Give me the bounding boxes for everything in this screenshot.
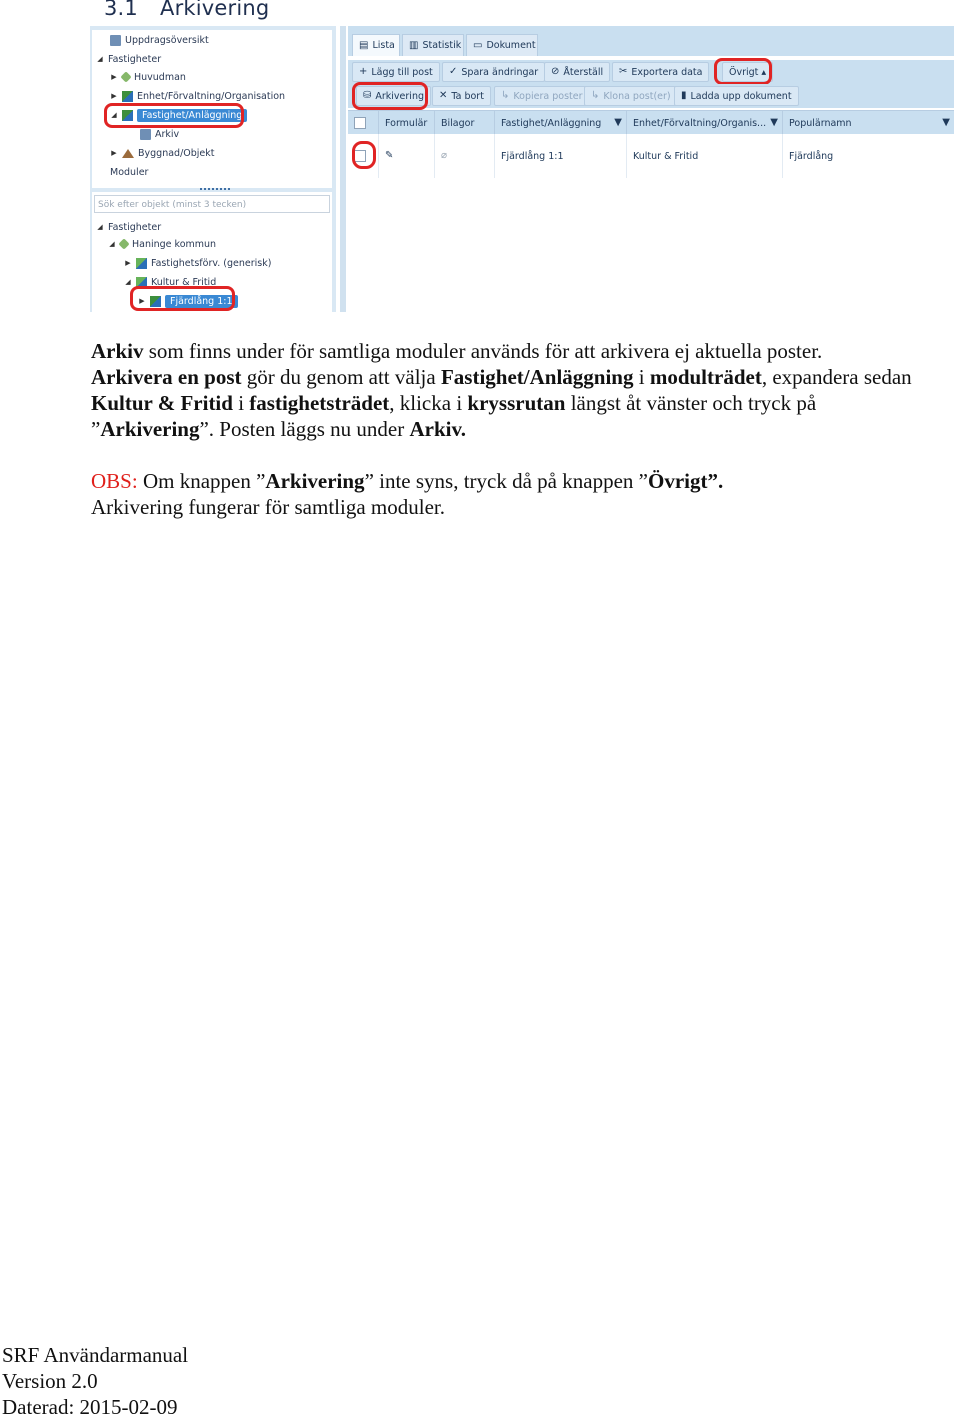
- export-data-button[interactable]: [612, 62, 709, 82]
- tree-item-moduler[interactable]: [110, 163, 148, 181]
- text-bold: modulträdet: [649, 365, 762, 389]
- close-icon: ✕: [439, 90, 448, 101]
- highlight-fjardlang: [130, 286, 235, 311]
- button-label: Lägg till post: [371, 66, 433, 78]
- tag-icon: [118, 238, 129, 249]
- collapse-arrow-icon[interactable]: ◢: [125, 278, 131, 286]
- expand-arrow-icon[interactable]: ▶: [111, 92, 117, 100]
- tree-label: Kultur & Fritid: [151, 276, 217, 288]
- tree-item-uppdragsoversikt[interactable]: [110, 31, 209, 49]
- text: Om knappen ”: [137, 469, 266, 493]
- highlight-ovrigt: [714, 58, 772, 85]
- text: ”. Posten läggs nu under: [199, 417, 410, 441]
- button-label: Övrigt ▴: [729, 66, 767, 78]
- tree-item-fastigheter-2[interactable]: [96, 218, 161, 236]
- text: , expandera sedan: [761, 365, 912, 389]
- list-icon: ▤: [359, 39, 369, 51]
- add-post-button[interactable]: [352, 62, 440, 82]
- collapse-arrow-icon[interactable]: ◢: [109, 240, 115, 248]
- expand-arrow-icon[interactable]: ▶: [111, 149, 117, 157]
- expand-arrow-icon[interactable]: ▶: [139, 297, 145, 305]
- check-icon: ✓: [449, 66, 458, 77]
- left-panel: [90, 26, 336, 312]
- export-icon: ✂: [619, 66, 628, 77]
- tree-label: Fastigheter: [108, 53, 162, 65]
- column-fastighet[interactable]: [494, 111, 626, 135]
- archive-icon: [140, 129, 151, 140]
- tree-label-selected: Fjärdlång 1:1: [165, 295, 238, 308]
- popularnamn-cell: Fjärdlång: [782, 134, 954, 178]
- column-popularnamn[interactable]: [782, 111, 954, 135]
- tree-label: Byggnad/Objekt: [138, 147, 215, 159]
- select-all-column[interactable]: [348, 111, 378, 135]
- column-bilagor[interactable]: [434, 111, 494, 135]
- tree-label: Enhet/Förvaltning/Organisation: [137, 90, 286, 102]
- highlight-fastighet-anlaggning: [104, 103, 244, 128]
- attachments-cell[interactable]: [434, 134, 494, 178]
- text-bold: Arkivering: [100, 417, 200, 441]
- clone-posts-button[interactable]: [584, 86, 678, 106]
- form-icon[interactable]: ✎: [385, 150, 394, 161]
- text-bold: Arkivering: [265, 469, 365, 493]
- form-cell[interactable]: [378, 134, 434, 178]
- grid-icon: [122, 91, 133, 102]
- column-formular[interactable]: [378, 111, 434, 135]
- button-label: Kopiera poster: [513, 90, 583, 102]
- toolbar-primary: [348, 60, 954, 84]
- app-screenshot: [90, 26, 954, 312]
- object-search-input[interactable]: Sök efter objekt (minst 3 tecken): [94, 195, 330, 213]
- upload-icon: ▮: [681, 90, 687, 101]
- collapse-arrow-icon[interactable]: ◢: [111, 111, 117, 119]
- text: i: [633, 365, 650, 389]
- button-label: Återställ: [563, 66, 604, 78]
- tree-item-byggnad[interactable]: [110, 144, 215, 162]
- section-title: Arkivering: [160, 0, 270, 20]
- tab-label: Dokument: [486, 40, 536, 51]
- text-bold: Fastighet/Anläggning: [440, 365, 634, 389]
- text-bold: fastighetsträdet: [249, 391, 390, 415]
- column-enhet[interactable]: [626, 111, 782, 135]
- tree-label: Arkiv: [155, 128, 180, 140]
- text-bold: Arkivera en post: [91, 365, 242, 389]
- expand-arrow-icon[interactable]: ▶: [125, 259, 131, 267]
- button-label: Ladda upp dokument: [690, 90, 792, 102]
- collapse-arrow-icon[interactable]: ◢: [97, 55, 103, 63]
- tree-label: Fastigheter: [108, 221, 162, 233]
- text-bold: Arkiv.: [409, 417, 467, 441]
- grid-header: [348, 110, 954, 135]
- text: längst åt vänster och tryck på ”: [91, 391, 817, 441]
- button-label: Arkivering: [375, 90, 424, 102]
- panel-divider: [340, 26, 346, 312]
- grid-icon: [136, 258, 147, 269]
- column-label: Fastighet/Anläggning: [501, 117, 602, 129]
- paperclip-icon[interactable]: ⌀: [441, 150, 448, 161]
- tree-label: Huvudman: [134, 71, 186, 83]
- reset-button[interactable]: [544, 62, 610, 82]
- filter-icon[interactable]: ▼: [770, 117, 778, 128]
- plus-icon: +: [359, 66, 368, 77]
- select-all-checkbox[interactable]: [354, 117, 366, 129]
- button-label: Klona post(er): [603, 90, 671, 102]
- tab-dokument[interactable]: [466, 34, 538, 56]
- text: gör du genom att välja: [241, 365, 441, 389]
- tree-item-haninge[interactable]: [108, 235, 216, 253]
- obs-paragraph: [91, 468, 941, 520]
- highlight-checkbox: [352, 141, 376, 169]
- filter-icon[interactable]: ▼: [614, 117, 622, 128]
- tree-item-fastighetsforv[interactable]: [124, 254, 271, 272]
- document-icon: ▭: [473, 39, 483, 51]
- text: Arkivering fungerar för samtliga moduler.: [91, 495, 445, 519]
- tab-lista[interactable]: [352, 34, 400, 56]
- button-label: Spara ändringar: [461, 66, 539, 78]
- tree-label: Fastighetsförv. (generisk): [151, 257, 272, 269]
- toolbar-secondary: [348, 84, 954, 108]
- copy-posts-button[interactable]: [494, 86, 590, 106]
- delete-button[interactable]: [432, 86, 491, 106]
- enhet-cell: Kultur & Fritid: [626, 134, 782, 178]
- footer-date: Daterad: 2015-02-09: [2, 1395, 178, 1419]
- tree-item-huvudman[interactable]: [110, 68, 186, 86]
- text-bold: Övrigt”.: [647, 469, 724, 493]
- overview-icon: [110, 35, 121, 46]
- upload-document-button[interactable]: [674, 86, 799, 106]
- tag-icon: [120, 71, 131, 82]
- text-bold: Kultur & Fritid: [91, 391, 233, 415]
- footer-title: SRF Användarmanual: [2, 1343, 189, 1367]
- section-heading: [104, 0, 269, 20]
- highlight-arkivering: [352, 82, 428, 110]
- house-icon: [122, 149, 134, 158]
- tree-item-fastigheter[interactable]: [96, 50, 161, 68]
- table-row: [348, 134, 954, 178]
- fastighet-cell: Fjärdlång 1:1: [494, 134, 626, 178]
- expand-arrow-icon[interactable]: ▶: [111, 73, 117, 81]
- view-tabs: [348, 26, 954, 56]
- filter-icon[interactable]: ▼: [942, 117, 950, 128]
- text-bold: kryssrutan: [467, 391, 566, 415]
- column-label: Populärnamn: [789, 117, 852, 129]
- text: ” inte syns, tryck då på knappen ”: [364, 469, 648, 493]
- copy-icon: ↳: [501, 90, 510, 101]
- block-icon: ⊘: [551, 66, 560, 77]
- column-label: Bilagor: [441, 117, 475, 129]
- tree-label: Haninge kommun: [132, 238, 217, 250]
- column-label: Formulär: [385, 117, 428, 129]
- footer-version: Version 2.0: [2, 1369, 98, 1393]
- clone-icon: ↳: [591, 90, 600, 101]
- section-number: 3.1: [104, 0, 138, 20]
- text: som finns under för samtliga moduler används för att arkivera ej aktuella poster.: [143, 339, 823, 363]
- save-changes-button[interactable]: [442, 62, 545, 82]
- instructions-paragraph: [91, 338, 941, 442]
- obs-label: OBS:: [91, 469, 138, 493]
- button-label: Ta bort: [451, 90, 484, 102]
- tree-label: Moduler: [110, 166, 149, 178]
- archive-icon: ⛁: [363, 90, 372, 101]
- tree-label: Uppdragsöversikt: [125, 34, 209, 46]
- text-bold: Arkiv: [91, 339, 144, 363]
- button-label: Exportera data: [631, 66, 703, 78]
- column-label: Enhet/Förvaltning/Organis...: [633, 117, 767, 129]
- tab-label: Statistik: [422, 40, 462, 51]
- chart-icon: ▥: [409, 39, 419, 51]
- tab-statistik[interactable]: [402, 34, 464, 56]
- collapse-arrow-icon[interactable]: ◢: [97, 223, 103, 231]
- text: i: [232, 391, 250, 415]
- tab-label: Lista: [372, 40, 395, 51]
- text: , klicka i: [389, 391, 468, 415]
- main-panel: [348, 26, 954, 312]
- tree-label-selected: Fastighet/Anläggning: [137, 109, 247, 122]
